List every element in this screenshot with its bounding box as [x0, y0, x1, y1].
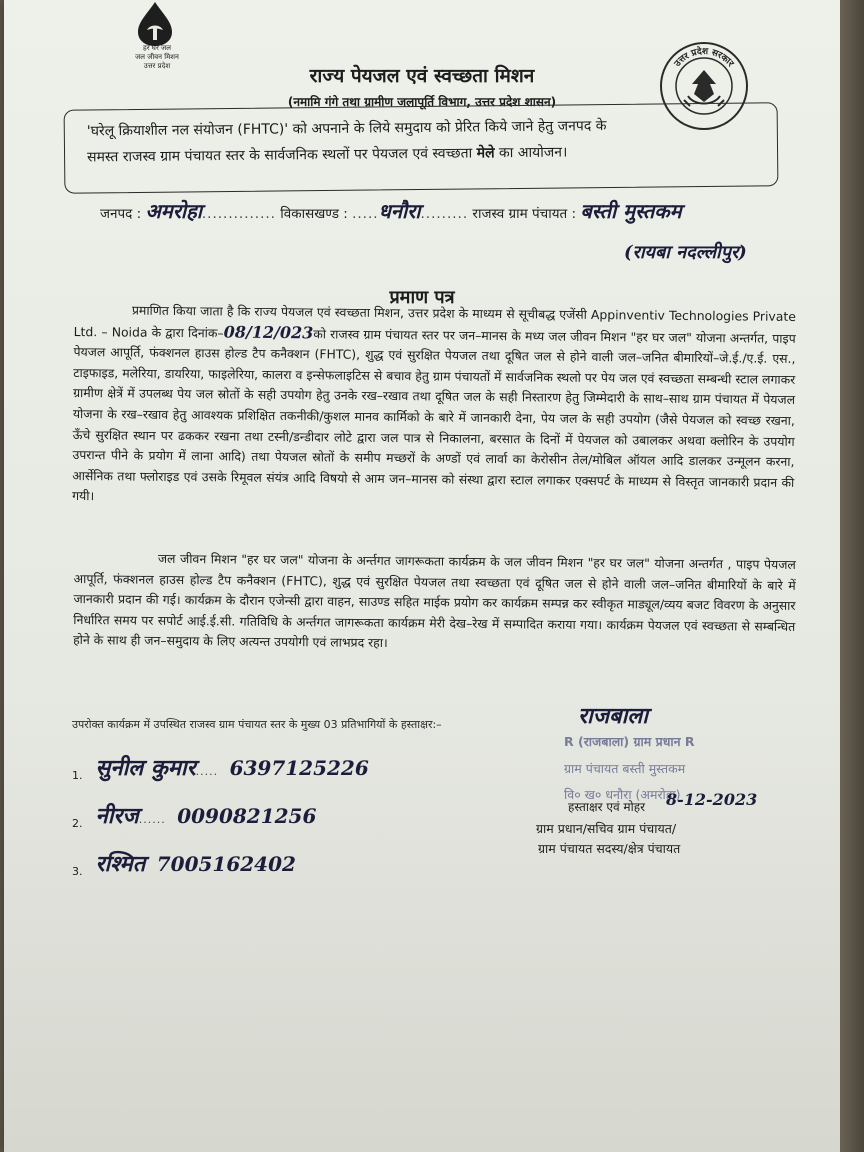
- stamp-caption: हस्ताक्षर एवं मोहर: [568, 800, 646, 814]
- panchayat-extra: (रायबा नदल्लीपुर): [624, 242, 747, 263]
- water-drop-icon: [100, 0, 210, 46]
- paragraph-text: को राजस्व ग्राम पंचायत स्तर पर जन–मानस के मध्य जल जीवन मिशन "हर घर जल" योजना अन्तर्गत, पाइप पेयजल आपूर्ति, फंक्शनल हाउस होल्ड टैप कनैक्शन (FHTC), शुद्ध एवं सुरक्षित पेयजल तथा दूषित जल से होने वाली जल–जनित बीमारियों–जे.ई./ए.ई. एस., टाइफाइड, मलेरिया, डायरिया, फाइलेरिया, कालरा व इन्सेफलाइटिस से बचाव हेतु ग्राम पंचायतों में सार्वजनिक स्थलो पर पेय जल एवं स्वच्छता सम्बन्धी स्टाल लगाकर ग्रामीण क्षेत्रें में उपलब्ध पेय जल स्रोतों के सही उपयोग हेतु उनके रख–रखाव तथा दूषित जल के सही निस्तारण हेतु जिम्मेदारी के साथ–साथ ग्राम पंचायत में पेयजल योजना के रख–रखाव हेतु आवश्यक प्रशिक्षित तकनीकी/कुशल मानव कार्मिको के बारे में जानकारी देना, पेय जल के सही उपयोग (जैसे पेयजल को स्वच्छ रखना, ऊँचे सुरक्षित स्थान पर ढककर रखना तथा टस्नी/डन्डीदार लोटे द्वारा जल पात्र से निकालना, बरसात के दिनों में पेयजल को उबालकर अथवा क्लोरिन के उपयोग उपरान्त पीने के प्रयोग में लाना आदि) तथा पेयजल स्रोतों के समीप मच्छरों के अण्डों एवं लार्वा का केरोसीन तेल/मोबिल ऑयल आदि डालकर उन्मूलन करना, आर्सेनिक तथा फ्लोराइड एवं उसके रिमूवल संयंत्र आदि विषयो से आम जन–मानस को संस्था द्वारा स्टाल लगाकर एक्सपर्ट के माध्यम से विस्तृत जानकारी प्रदान की गयी।: [72, 325, 796, 504]
- paragraph-text: प्रमाणित किया जाता है कि राज्य पेयजल एवं स्वच्छता मिशन, उत्तर प्रदेश के माध्यम से सूचीबद्ध एजेंसी Appinventiv Technologies Private Ltd. – Noida के द्वारा दिनांक–: [73, 302, 796, 341]
- dotted-line: ......: [138, 813, 166, 826]
- block-label: विकासखण्ड :: [280, 206, 348, 222]
- page-title: राज्य पेयजल एवं स्वच्छता मिशन: [309, 65, 535, 87]
- stamp-text: वि० ख० धनौरा (अमरोहा): [564, 787, 681, 802]
- stamp-text: ग्राम पंचायत बस्ती मुस्तकम: [564, 761, 686, 776]
- participant-name: नीरज: [95, 803, 139, 829]
- logo-caption-line: जल जीवन मिशन: [135, 53, 179, 61]
- participant-number: 3.: [72, 865, 83, 878]
- event-date: 08/12/023: [223, 322, 314, 342]
- signatory-role: ग्राम प्रधान/सचिव ग्राम पंचायत/: [536, 821, 677, 836]
- event-banner: [64, 102, 779, 193]
- signature-date: 8-12-2023: [666, 790, 758, 809]
- participant-name: सुनील कुमार: [95, 755, 196, 781]
- participant-signature: [72, 752, 369, 782]
- banner-line: 'घरेलू क्रियाशील नल संयोजन (FHTC)' को अपनाने के लिये समुदाय को प्रेरित किये जाने हेतु जनपद के: [86, 118, 607, 140]
- banner-text: का आयोजन।: [498, 144, 568, 162]
- stamp-text: R (राजबाला) ग्राम प्रधान R: [564, 734, 695, 749]
- location-fields: [100, 197, 682, 224]
- participant-number: 1.: [72, 769, 83, 782]
- block-value: धनौरा: [378, 199, 421, 223]
- signatory-signature: राजबाला: [578, 703, 648, 729]
- banner-bold-text: मेले: [476, 145, 495, 162]
- participant-signature: [72, 848, 296, 878]
- certificate-paragraph: जल जीवन मिशन "हर घर जल" योजना के अर्न्तगत जागरूकता कार्यक्रम के जल जीवन मिशन "हर घर जल" योजना अन्तर्गत , पाइप पेयजल आपूर्ति, फंक्शनल हाउस होल्ड टैप कनैक्शन (FHTC), शुद्ध एवं सुरक्षित पेयजल तथा स्वच्छता एवं दूषित जल से होने वाली जल–जनित बीमारियों के बारे में जानकारी प्रदान की गई। कार्यक्रम के दौरान एजेन्सी द्वारा वाहन, साउण्ड सहित माईक प्रयोग कर कार्यक्रम सम्पन्न कर स्वीकृत माड्यूल/व्यय बजट विवरण के अनुसार निर्धारित समय पर सपोर्ट आई.ई.सी. गतिविधि के अर्न्तगत जागरूकता कार्यक्रम मेरी देख–रेख में सम्पादित कराया गया। कार्यक्रम पेयजल एवं स्वच्छता से सम्बन्धित होने के साथ ही जन–समुदाय के लिए अत्यन्त उपयोगी एवं लाभप्रद रहा।: [73, 550, 796, 651]
- participant-phone: 0090821256: [177, 804, 317, 828]
- dotted-line: .........: [420, 206, 469, 222]
- page-subtitle: (नमामि गंगे तथा ग्रामीण जलापूर्ति विभाग, उत्तर प्रदेश शासन): [287, 95, 557, 109]
- district-label: जनपद :: [100, 206, 142, 222]
- participant-name: रश्मित: [95, 851, 146, 877]
- dotted-line: .....: [195, 765, 219, 778]
- certificate-heading: प्रमाण पत्र: [389, 287, 455, 308]
- district-value: अमरोहा: [145, 199, 202, 223]
- logo-caption-line: उत्तर प्रदेश: [143, 62, 171, 70]
- participant-phone: 7005162402: [156, 852, 296, 876]
- dotted-line: ..............: [201, 206, 276, 222]
- panchayat-label: राजस्व ग्राम पंचायत :: [472, 206, 577, 222]
- panchayat-value: बस्ती मुस्तकम: [580, 199, 682, 223]
- logo-caption-line: हर घर जल: [143, 44, 171, 52]
- banner-text: समस्त राजस्व ग्राम पंचायत स्तर के सार्वजनिक स्थलों पर पेयजल एवं स्वच्छता: [86, 145, 473, 166]
- certificate-paper: [4, 0, 840, 1152]
- dotted-line: .....: [352, 206, 379, 222]
- signatory-role: ग्राम पंचायत सदस्य/क्षेत्र पंचायत: [538, 841, 681, 856]
- seal-text: उत्तर प्रदेश सरकार: [672, 46, 736, 69]
- participant-phone: 6397125226: [229, 756, 369, 780]
- certificate-paragraph: [72, 300, 796, 514]
- participant-number: 2.: [72, 817, 83, 830]
- participant-signature: [72, 800, 316, 830]
- participants-intro: उपरोक्त कार्यक्रम में उपस्थित राजस्व ग्राम पंचायत स्तर के मुख्य 03 प्रतिभागियों के हस्ताक्षर:–: [72, 718, 442, 731]
- background-edge: [840, 0, 864, 1152]
